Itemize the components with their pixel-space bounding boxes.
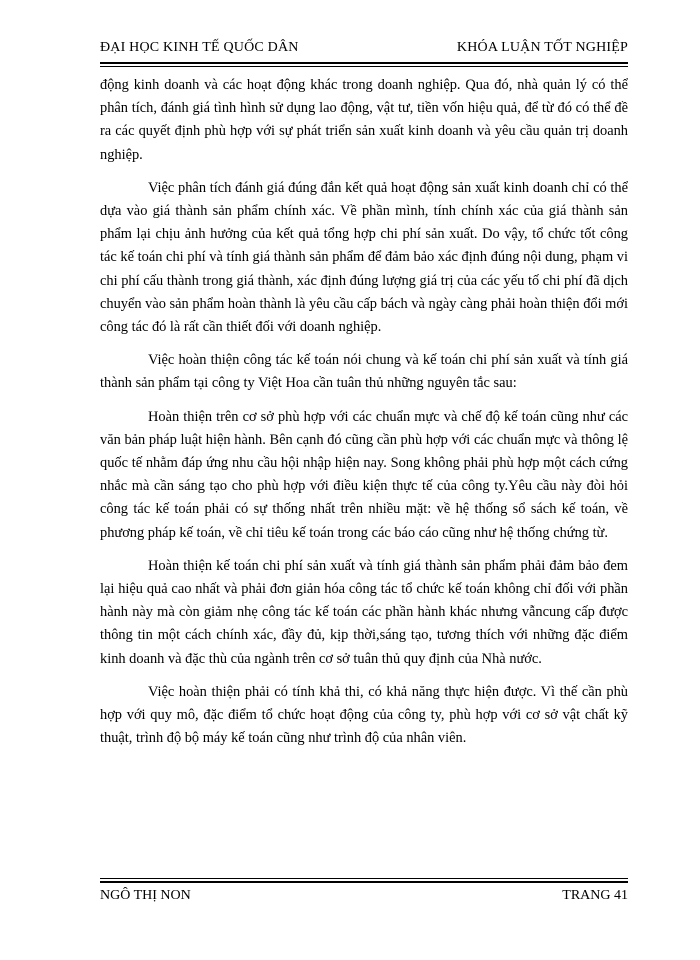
page-footer <box>100 888 628 908</box>
page-header <box>100 40 628 64</box>
footer-rule-thick <box>100 881 628 883</box>
footer-author: NGÔ THỊ NON <box>100 888 191 903</box>
paragraph-analysis: Việc phân tích đánh giá đúng đắn kết quả hoạt động sản xuất kinh doanh chỉ có thể dựa vào giá thành sản phẩm chính xác. Về phần mình, tính chính xác của giá thành sản phẩm lại chịu ảnh hưởng của kết quả tổng hợp chi phí sản xuất. Do vậy, tổ chức tốt công tác kế toán chi phí và tính giá thành sản phẩm để đảm bảo xác định đúng nội dung, phạm vi chi phí cấu thành trong giá thành, xác định đúng lượng giá trị của các yếu tố chi phí đã dịch chuyển vào sản phẩm hoàn thành là yêu cầu cấp bách và ngày càng phải hoàn thiện đổi mới công tác đó là rất cần thiết đối với doanh nghiệp. <box>100 179 628 336</box>
header-document-type: KHÓA LUẬN TỐT NGHIỆP <box>456 40 628 55</box>
page-body <box>100 74 628 760</box>
paragraph-principles-intro: Việc hoàn thiện công tác kế toán nói chung và kế toán chi phí sản xuất và tính giá thành sản phẩm tại công ty Việt Hoa cần tuân thủ những nguyên tắc sau: <box>100 352 628 392</box>
footer-rule-thin <box>100 878 628 879</box>
paragraph-principle-feasibility: Việc hoàn thiện phải có tính khả thi, có khả năng thực hiện được. Vì thế cần phù hợp với quy mô, đặc điểm tổ chức hoạt động của công ty, phù hợp với cơ sở vật chất kỹ thuật, trình độ bộ máy kế toán cũng như trình độ của nhân viên. <box>100 683 628 747</box>
paragraph-principle-efficiency: Hoàn thiện kế toán chi phí sản xuất và tính giá thành sản phẩm phải đảm bảo đem lại hiệu quả cao nhất và phải đơn giản hóa công tác tổ chức kế toán không chỉ đối với phần hành này mà còn giảm nhẹ công tác kế toán các phần hành khác nhưng vẫncung cấp được thông tin một cách chính xác, đầy đủ, kịp thời,sáng tạo, tương thích với những đặc điểm kinh doanh và đặc thù của ngành trên cơ sở tuân thủ quy định của Nhà nước. <box>100 557 628 667</box>
header-rule-thick <box>100 62 628 64</box>
header-university: ĐẠI HỌC KINH TẾ QUỐC DÂN <box>100 40 299 55</box>
footer-page-number: TRANG 41 <box>562 888 628 903</box>
header-rule-thin <box>100 66 628 67</box>
paragraph-principle-standards: Hoàn thiện trên cơ sở phù hợp với các chuẩn mực và chế độ kế toán cũng như các văn bản pháp luật hiện hành. Bên cạnh đó cũng cần phù hợp với các chuẩn mực và thông lệ quốc tế nhằm đáp ứng nhu cầu hội nhập hiện nay. Song không phải phù hợp một cách cứng nhắc mà cần sáng tạo cho phù hợp với điều kiện thực tế của công ty.Yêu cầu này đòi hỏi công tác kế toán phải có sự thống nhất trên nhiều mặt: về hệ thống sổ sách kế toán, về phương pháp kế toán, về chỉ tiêu kế toán trong các báo cáo cũng như hệ thống chứng từ. <box>100 408 628 541</box>
paragraph-continuation: động kinh doanh và các hoạt động khác trong doanh nghiệp. Qua đó, nhà quản lý có thể phân tích, đánh giá tình hình sử dụng lao động, vật tư, tiền vốn hiệu quả, để từ đó có thể đề ra các quyết định phù hợp với sự phát triển sản xuất kinh doanh và yêu cầu quản trị doanh nghiệp. <box>100 77 628 163</box>
